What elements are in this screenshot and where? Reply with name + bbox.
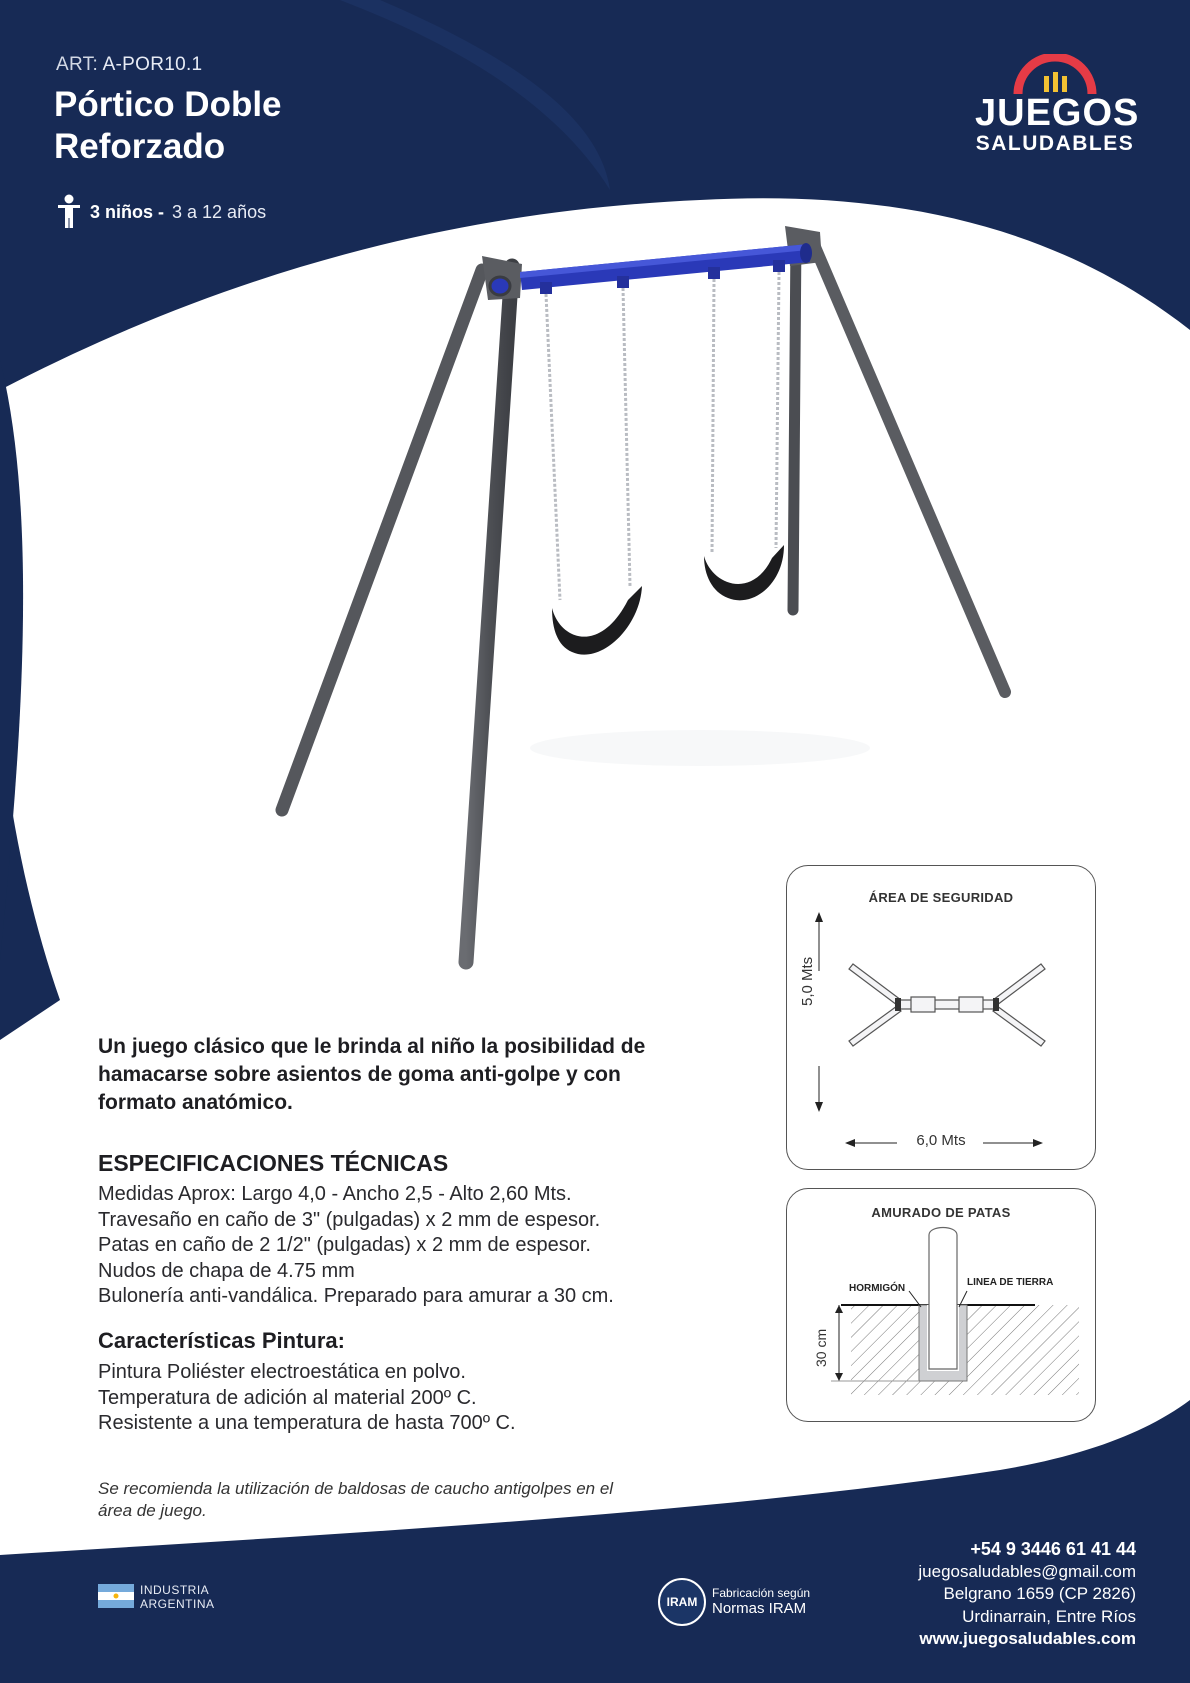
- paint-line: Temperatura de adición al material 200º C.: [98, 1386, 477, 1409]
- kids-ages: 3 a 12 años: [172, 201, 267, 222]
- paint-heading: Características Pintura:: [98, 1328, 345, 1353]
- logo-word-juegos: JUEGOS: [975, 92, 1140, 134]
- article-label: ART:: [56, 54, 99, 75]
- paint-list: [98, 1360, 658, 1437]
- city-address: Urdinarrain, Entre Ríos: [962, 1606, 1136, 1626]
- kids-count: 3 niños -: [90, 201, 165, 222]
- iram-text-line2: Normas IRAM: [712, 1600, 807, 1617]
- safety-height-label: 5,0 Mts: [799, 956, 816, 1006]
- anchoring-title: AMURADO DE PATAS: [871, 1205, 1011, 1220]
- spec-line: Travesaño en caño de 3" (pulgadas) x 2 mm de espesor.: [98, 1208, 601, 1231]
- concrete-label: HORMIGÓN: [849, 1283, 906, 1294]
- article-code: [56, 54, 202, 76]
- depth-label: 30 cm: [813, 1328, 829, 1367]
- industry-line: INDUSTRIA: [140, 1583, 210, 1597]
- logo-arch-icon: [1010, 54, 1100, 96]
- phone-number[interactable]: +54 9 3446 61 41 44: [970, 1539, 1136, 1559]
- iram-badge-icon: IRAM: [658, 1578, 706, 1626]
- product-title: Pórtico Doble Reforzado: [54, 85, 282, 166]
- article-number: A-POR10.1: [102, 54, 203, 75]
- website-link[interactable]: www.juegosaludables.com: [919, 1629, 1136, 1648]
- paint-line: Resistente a una temperatura de hasta 700º C.: [98, 1412, 516, 1434]
- capacity-info: [56, 194, 266, 230]
- recommendation-note: Se recomienda la utilización de baldosas de caucho antigolpes en el área de juego.: [98, 1479, 614, 1520]
- country-line: ARGENTINA: [140, 1597, 215, 1611]
- anchoring-drawing: [787, 1189, 1095, 1421]
- logo-word-saludables: SALUDABLES: [975, 132, 1135, 155]
- paint-line: Pintura Poliéster electroestática en polvo.: [98, 1361, 466, 1383]
- spec-line: Nudos de chapa de 4.75 mm: [98, 1259, 355, 1282]
- ground-line-label: LINEA DE TIERRA: [967, 1277, 1054, 1288]
- product-description: Un juego clásico que le brinda al niño la posibilidad de hamacarse sobre asientos de goma anti-golpe y con formato anatómico.: [98, 1035, 646, 1114]
- safety-area-drawing: [787, 866, 1095, 1169]
- safety-area-diagram: [786, 865, 1096, 1170]
- email-address[interactable]: juegosaludables@gmail.com: [918, 1561, 1136, 1581]
- specs-list: [98, 1182, 688, 1310]
- specs-heading: ESPECIFICACIONES TÉCNICAS: [98, 1150, 449, 1176]
- street-address: Belgrano 1659 (CP 2826): [943, 1584, 1136, 1603]
- iram-certification: [658, 1578, 810, 1626]
- anchoring-diagram: [786, 1188, 1096, 1422]
- contact-block: [918, 1538, 1136, 1651]
- safety-width-label: 6,0 Mts: [916, 1132, 966, 1149]
- spec-line: Patas en caño de 2 1/2" (pulgadas) x 2 mm de espesor.: [98, 1234, 591, 1256]
- spec-line: Bulonería anti-vandálica. Preparado para amurar a 30 cm.: [98, 1285, 614, 1307]
- swing-set-illustration: [250, 215, 1030, 975]
- iram-text-line1: Fabricación según: [712, 1586, 811, 1600]
- spec-line: Medidas Aprox: Largo 4,0 - Ancho 2,5 - Alto 2,60 Mts.: [98, 1183, 572, 1205]
- brand-logo: [975, 54, 1140, 156]
- argentina-flag-icon: [98, 1584, 134, 1608]
- industry-label: [140, 1583, 215, 1611]
- safety-area-title: ÁREA DE SEGURIDAD: [868, 890, 1014, 905]
- child-icon: [56, 194, 82, 230]
